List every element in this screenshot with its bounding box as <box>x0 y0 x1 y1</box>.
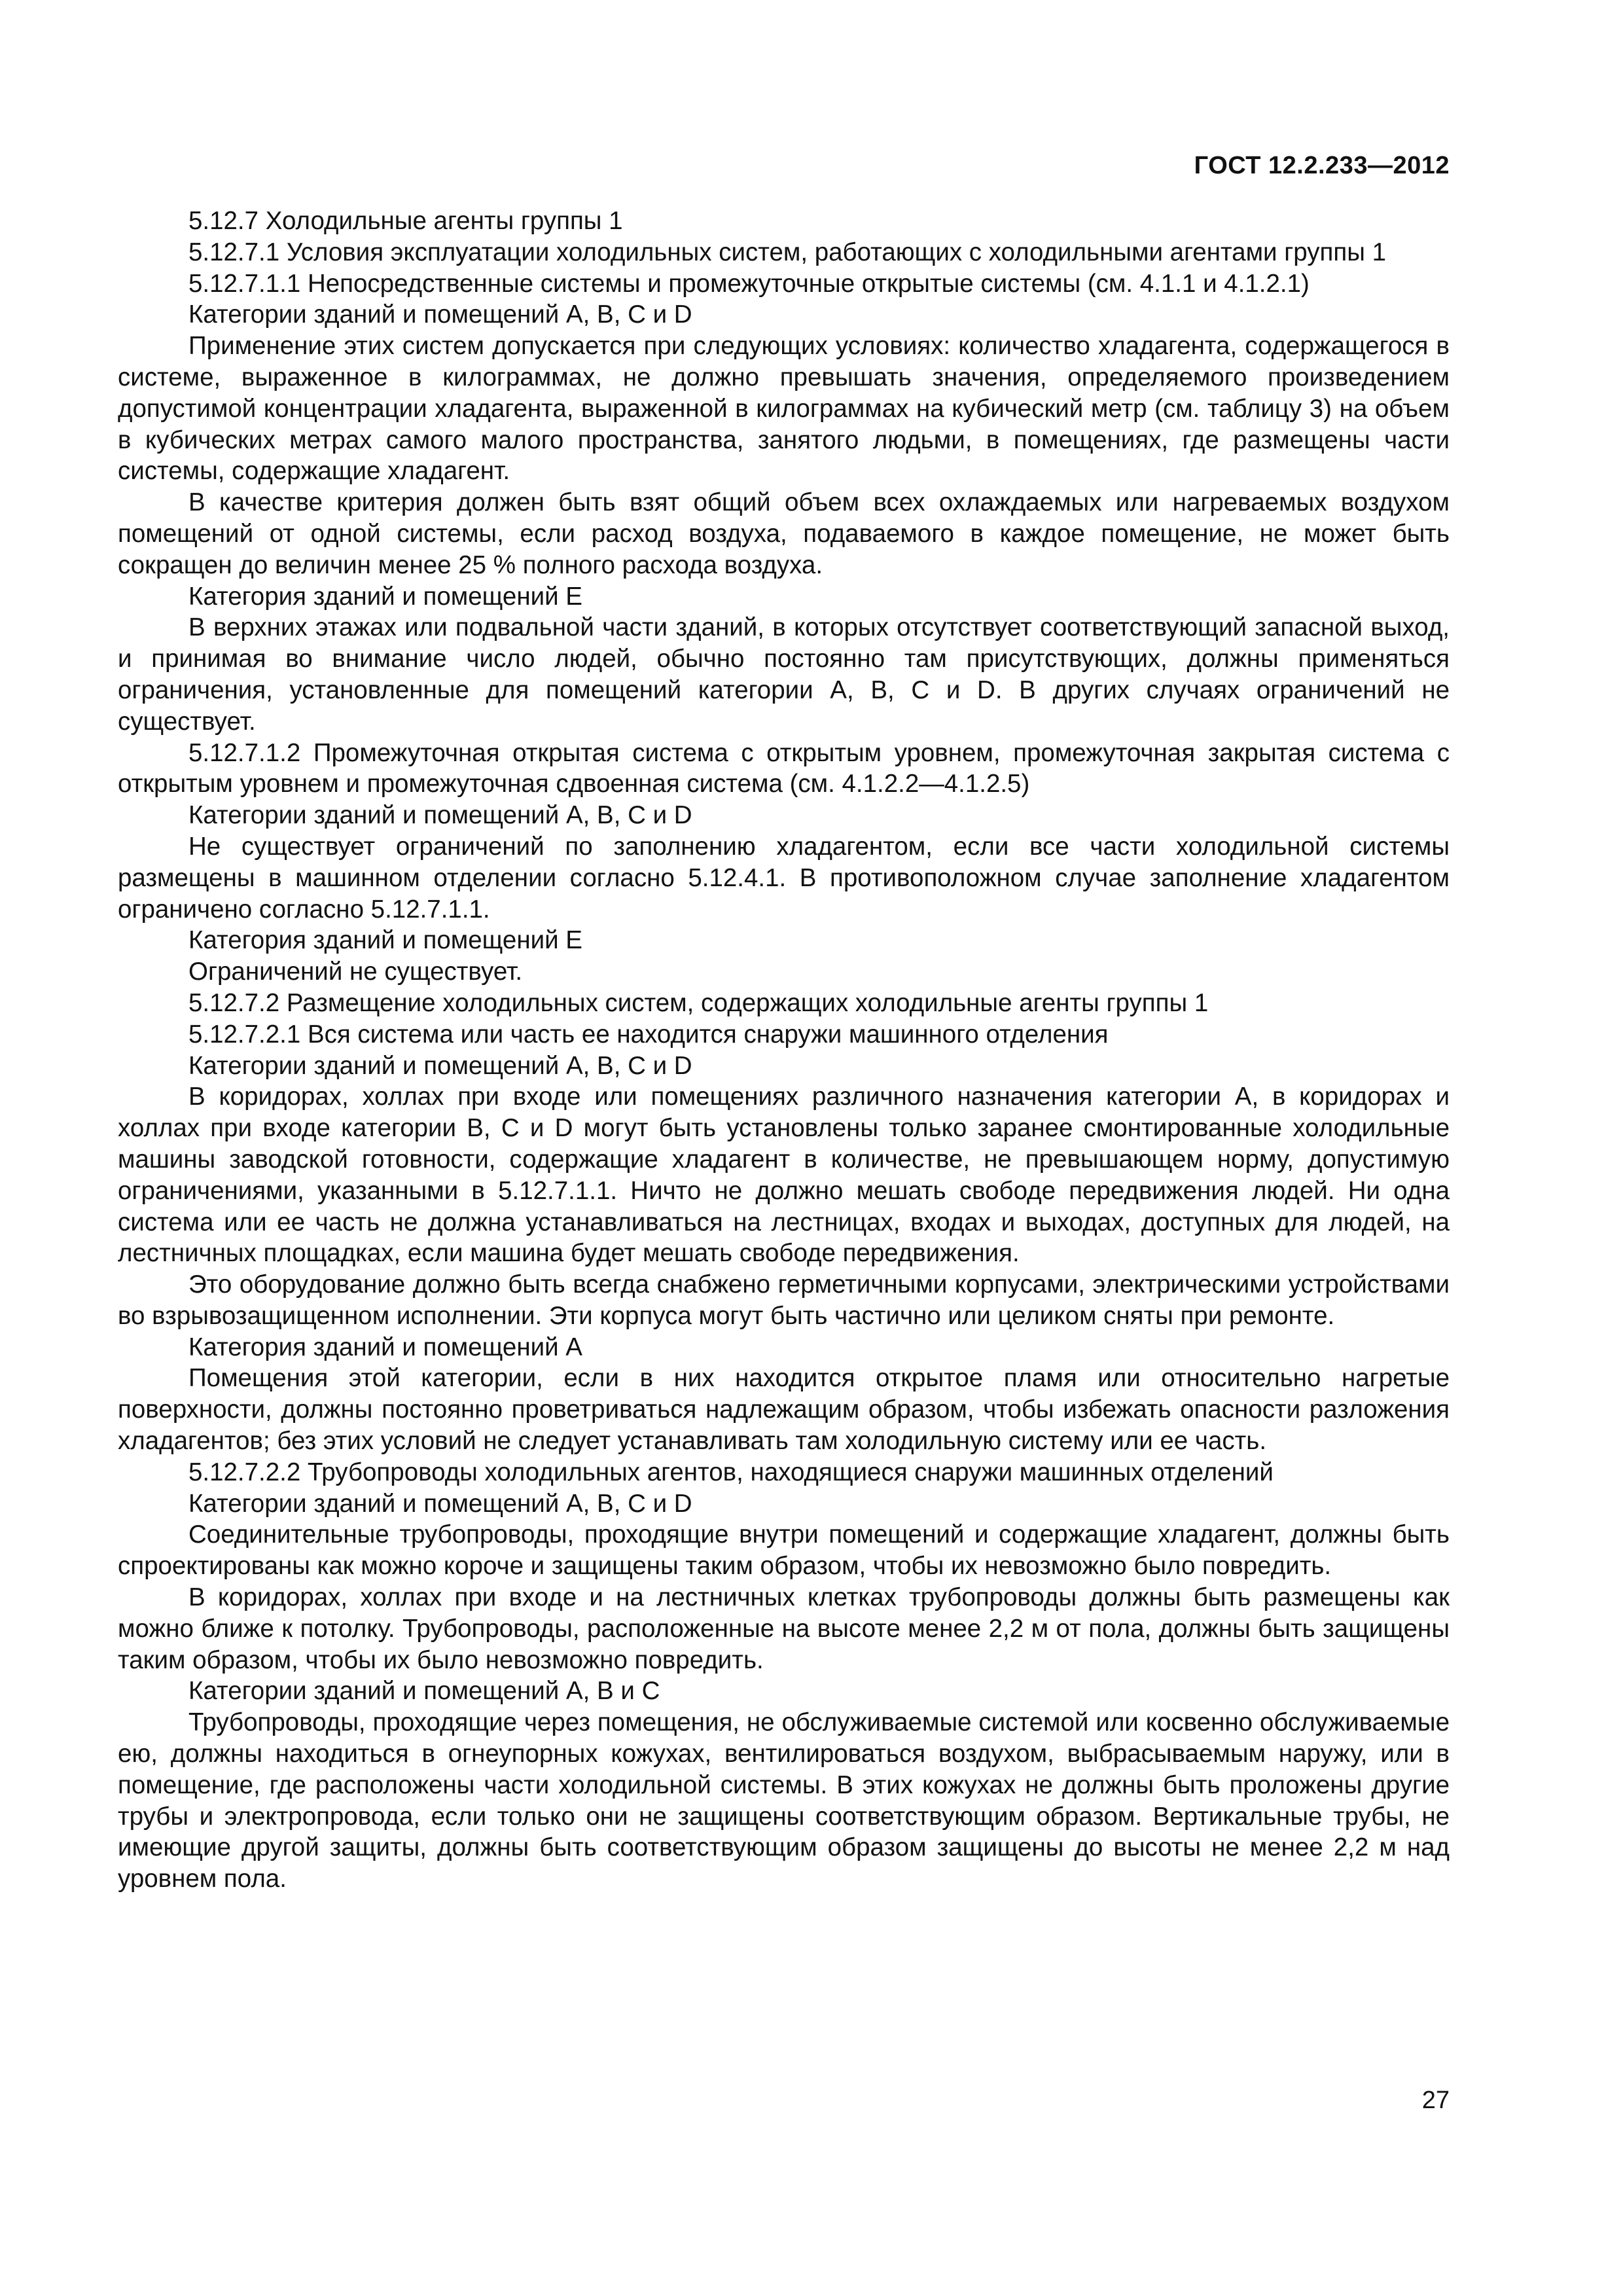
page-number: 27 <box>1421 2087 1450 2114</box>
category-line: Категория зданий и помещений Е <box>188 582 582 611</box>
category-line: Категория зданий и помещений Е <box>188 926 582 955</box>
category-line: Категории зданий и помещений А, В, С и D <box>188 1489 692 1518</box>
category-line: Категории зданий и помещений А, В, С и D <box>188 300 692 329</box>
category-line: Категории зданий и помещений А, В, С и D <box>188 1051 692 1080</box>
section-heading-5-12-7-2-1: 5.12.7.2.1 Вся система или часть ее находится снаружи машинного отделения <box>188 1020 1109 1049</box>
body-paragraph: Трубопроводы, проходящие через помещения, не обслуживаемые системой или косвенно обслуживаемые ею, должны находиться в огнеупорных кожухах, вентилироваться воздухом, выбрасываемым наружу, или в помещение, где расположены части холодильной системы. В этих кожухах не должны быть проложены другие трубы и электропровода, если только они не защищены соответствующим образом. Вертикальные трубы, не имеющие другой защиты, должны быть соответствующим образом защищены до высоты не менее 2,2 м над уровнем пола. <box>118 1708 1450 1893</box>
document-header-standard: ГОСТ 12.2.233—2012 <box>1194 152 1450 179</box>
body-paragraph: В коридорах, холлах при входе или помещениях различного назначения категории А, в коридорах и холлах при входе категории В, С и D могут быть установлены только заранее смонтированные холодильные машины заводской готовности, содержащие хладагент в количестве, не превышающем норму, допустимую ограничениями, указанными в 5.12.7.1.1. Ничто не должно мешать свободе передвижения людей. Ни одна система или ее часть не должна устанавливаться на лестницах, входах и выходах, доступных для людей, на лестничных площадках, если машина будет мешать свободе передвижения. <box>118 1083 1450 1268</box>
body-paragraph: В коридорах, холлах при входе и на лестничных клетках трубопроводы должны быть размещены как можно ближе к потолку. Трубопроводы, расположенные на высоте менее 2,2 м от пола, должны быть защищены таким образом, чтобы их было невозможно повредить. <box>118 1583 1450 1674</box>
body-paragraph: В качестве критерия должен быть взят общий объем всех охлаждаемых или нагреваемых воздухом помещений от одной системы, если расход воздуха, подаваемого в каждое помещение, не может быть сокращен до величин менее 25 % полного расхода воздуха. <box>118 488 1450 579</box>
body-paragraph: Помещения этой категории, если в них находится открытое пламя или относительно нагретые поверхности, должны постоянно проветриваться надлежащим образом, чтобы избежать опасности разложения хладагентов; без этих условий не следует устанавливать там холодильную систему или ее часть. <box>118 1364 1450 1456</box>
section-heading-5-12-7-1-1: 5.12.7.1.1 Непосредственные системы и промежуточные открытые системы (см. 4.1.1 и 4.1.2.1) <box>188 269 1310 298</box>
body-paragraph: Соединительные трубопроводы, проходящие внутри помещений и содержащие хладагент, должны быть спроектированы как можно короче и защищены таким образом, чтобы их невозможно было повредить. <box>118 1520 1450 1581</box>
category-line: Категории зданий и помещений А, В и С <box>188 1677 660 1706</box>
section-heading-5-12-7-1: 5.12.7.1 Условия эксплуатации холодильных систем, работающих с холодильными агентами группы 1 <box>188 238 1386 266</box>
section-heading-5-12-7: 5.12.7 Холодильные агенты группы 1 <box>188 207 623 235</box>
body-paragraph: Применение этих систем допускается при следующих условиях: количество хладагента, содержащегося в системе, выраженное в килограммах, не должно превышать значения, определяемого произведением допустимой концентрации хладагента, выраженной в килограммах на кубический метр (см. таблицу 3) на объем в кубических метрах самого малого пространства, занятого людьми, в помещениях, где размещены части системы, содержащие хладагент. <box>118 332 1450 486</box>
body-paragraph: Не существует ограничений по заполнению хладагентом, если все части холодильной системы размещены в машинном отделении согласно 5.12.4.1. В противоположном случае заполнение хладагентом ограничено согласно 5.12.7.1.1. <box>118 832 1450 924</box>
document-body <box>118 206 1450 1895</box>
section-heading-5-12-7-2-2: 5.12.7.2.2 Трубопроводы холодильных агентов, находящиеся снаружи машинных отделений <box>188 1458 1274 1486</box>
section-heading-5-12-7-2: 5.12.7.2 Размещение холодильных систем, содержащих холодильные агенты группы 1 <box>188 988 1209 1017</box>
category-line: Категории зданий и помещений А, В, С и D <box>188 801 692 830</box>
section-heading-5-12-7-1-2: 5.12.7.1.2 Промежуточная открытая система с открытым уровнем, промежуточная закрытая система с открытым уровнем и промежуточная сдвоенная система (см. 4.1.2.2—4.1.2.5) <box>118 738 1450 798</box>
body-paragraph: В верхних этажах или подвальной части зданий, в которых отсутствует соответствующий запасной выход, и принимая во внимание число людей, обычно постоянно там присутствующих, должны применяться ограничения, установленные для помещений категории А, В, С и D. В других случаях ограничений не существует. <box>118 613 1450 736</box>
category-line: Категория зданий и помещений А <box>188 1333 582 1361</box>
body-paragraph: Ограничений не существует. <box>188 958 523 986</box>
body-paragraph: Это оборудование должно быть всегда снабжено герметичными корпусами, электрическими устройствами во взрывозащищенном исполнении. Эти корпуса могут быть частично или целиком сняты при ремонте. <box>118 1270 1450 1330</box>
